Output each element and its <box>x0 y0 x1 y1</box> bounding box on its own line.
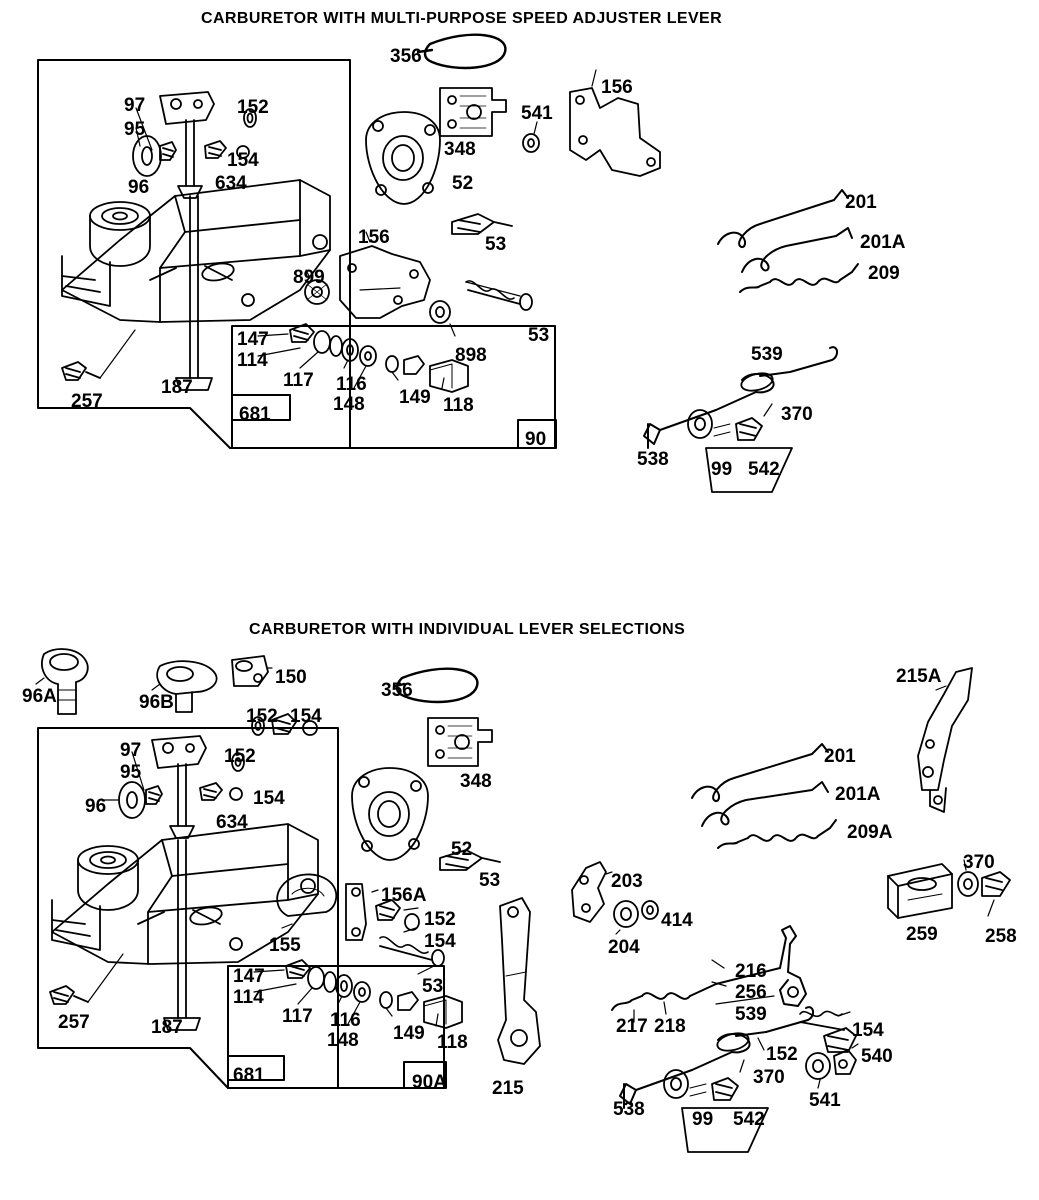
callout-538: 538 <box>637 449 669 470</box>
callout-52: 52 <box>452 173 474 194</box>
callout-152-cluster: 152 <box>766 1044 798 1065</box>
callout-149: 149 <box>399 387 431 408</box>
callout-257: 257 <box>71 391 103 412</box>
callout-258: 258 <box>985 926 1017 947</box>
callout-147: 147 <box>237 329 269 350</box>
callout-150: 150 <box>275 667 307 688</box>
callout-152-top: 152 <box>246 706 278 727</box>
callout-681-lower: 681 <box>233 1065 265 1086</box>
callout-149-lower: 149 <box>393 1023 425 1044</box>
callout-209: 209 <box>868 263 900 284</box>
callout-96a: 96A <box>22 686 57 707</box>
callout-634: 634 <box>215 173 247 194</box>
callout-118-lower: 118 <box>437 1032 468 1053</box>
callout-148: 148 <box>333 394 365 415</box>
callout-152: 152 <box>237 97 269 118</box>
callout-187-lower: 187 <box>151 1017 183 1038</box>
callout-156: 156 <box>601 77 633 98</box>
callout-356: 356 <box>390 46 422 67</box>
callout-215a: 215A <box>896 666 942 687</box>
callout-541: 541 <box>521 103 553 124</box>
callout-154-cluster: 154 <box>852 1020 884 1041</box>
callout-541-lower: 541 <box>809 1090 841 1111</box>
callout-155: 155 <box>269 935 301 956</box>
callout-203: 203 <box>611 871 643 892</box>
callout-96b: 96B <box>139 692 174 713</box>
callout-539: 539 <box>751 344 783 365</box>
callout-209a: 209A <box>847 822 893 843</box>
callout-414: 414 <box>661 910 693 931</box>
callout-53-top: 53 <box>485 234 507 255</box>
upper-panel-title: CARBURETOR WITH MULTI-PURPOSE SPEED ADJUSTER LEVER <box>201 10 723 27</box>
callout-216: 216 <box>735 961 767 982</box>
callout-187: 187 <box>161 377 193 398</box>
callout-118: 118 <box>443 395 474 416</box>
callout-114-lower: 114 <box>233 987 264 1008</box>
callout-97: 97 <box>124 95 146 116</box>
callout-348: 348 <box>444 139 476 160</box>
callout-348-lower: 348 <box>460 771 492 792</box>
callout-899: 899 <box>293 267 325 288</box>
callout-154-top: 154 <box>290 706 322 727</box>
callout-156-center: 156 <box>358 227 390 248</box>
callout-218: 218 <box>654 1016 686 1037</box>
callout-147-lower: 147 <box>233 966 265 987</box>
callout-201-lower: 201 <box>824 746 856 767</box>
callout-53-box-lower: 53 <box>422 976 444 997</box>
callout-117: 117 <box>283 370 314 391</box>
callout-540: 540 <box>861 1046 893 1067</box>
callout-114: 114 <box>237 350 268 371</box>
callout-99-lower: 99 <box>692 1109 714 1130</box>
callout-154-lower: 154 <box>253 788 285 809</box>
callout-539-lower: 539 <box>735 1004 767 1025</box>
callout-370-lower: 370 <box>753 1067 785 1088</box>
callout-95-lower: 95 <box>120 762 142 783</box>
callout-681: 681 <box>239 404 271 425</box>
callout-52-lower: 52 <box>451 839 473 860</box>
callout-90: 90 <box>525 429 547 450</box>
lower-panel-title: CARBURETOR WITH INDIVIDUAL LEVER SELECTIONS <box>249 621 686 638</box>
callout-53-lower: 53 <box>479 870 501 891</box>
callout-256: 256 <box>735 982 767 1003</box>
callout-370: 370 <box>781 404 813 425</box>
callout-201a-lower: 201A <box>835 784 881 805</box>
callout-90a: 90A <box>412 1072 447 1093</box>
callout-542-lower: 542 <box>733 1109 765 1130</box>
callout-542: 542 <box>748 459 780 480</box>
callout-96-lower: 96 <box>85 796 107 817</box>
callout-96: 96 <box>128 177 150 198</box>
callout-259: 259 <box>906 924 938 945</box>
callout-117-lower: 117 <box>282 1006 313 1027</box>
callout-201: 201 <box>845 192 877 213</box>
callout-370-right: 370 <box>963 852 995 873</box>
callout-154: 154 <box>227 150 259 171</box>
callout-538-lower: 538 <box>613 1099 645 1120</box>
callout-215: 215 <box>492 1078 524 1099</box>
callout-99: 99 <box>711 459 733 480</box>
callout-257-lower: 257 <box>58 1012 90 1033</box>
callout-156a: 156A <box>381 885 427 906</box>
callout-116: 116 <box>336 374 367 395</box>
callout-116-lower: 116 <box>330 1010 361 1031</box>
callout-634-lower: 634 <box>216 812 248 833</box>
callout-201a: 201A <box>860 232 906 253</box>
callout-152-lever: 152 <box>424 909 456 930</box>
callout-53-box: 53 <box>528 325 550 346</box>
callout-356-lower: 356 <box>381 680 413 701</box>
callout-217: 217 <box>616 1016 648 1037</box>
callout-148-lower: 148 <box>327 1030 359 1051</box>
callout-95: 95 <box>124 119 146 140</box>
callout-152-lower: 152 <box>224 746 256 767</box>
callout-154-lever: 154 <box>424 931 456 952</box>
callout-97-lower: 97 <box>120 740 142 761</box>
callout-898: 898 <box>455 345 487 366</box>
callout-204: 204 <box>608 937 640 958</box>
